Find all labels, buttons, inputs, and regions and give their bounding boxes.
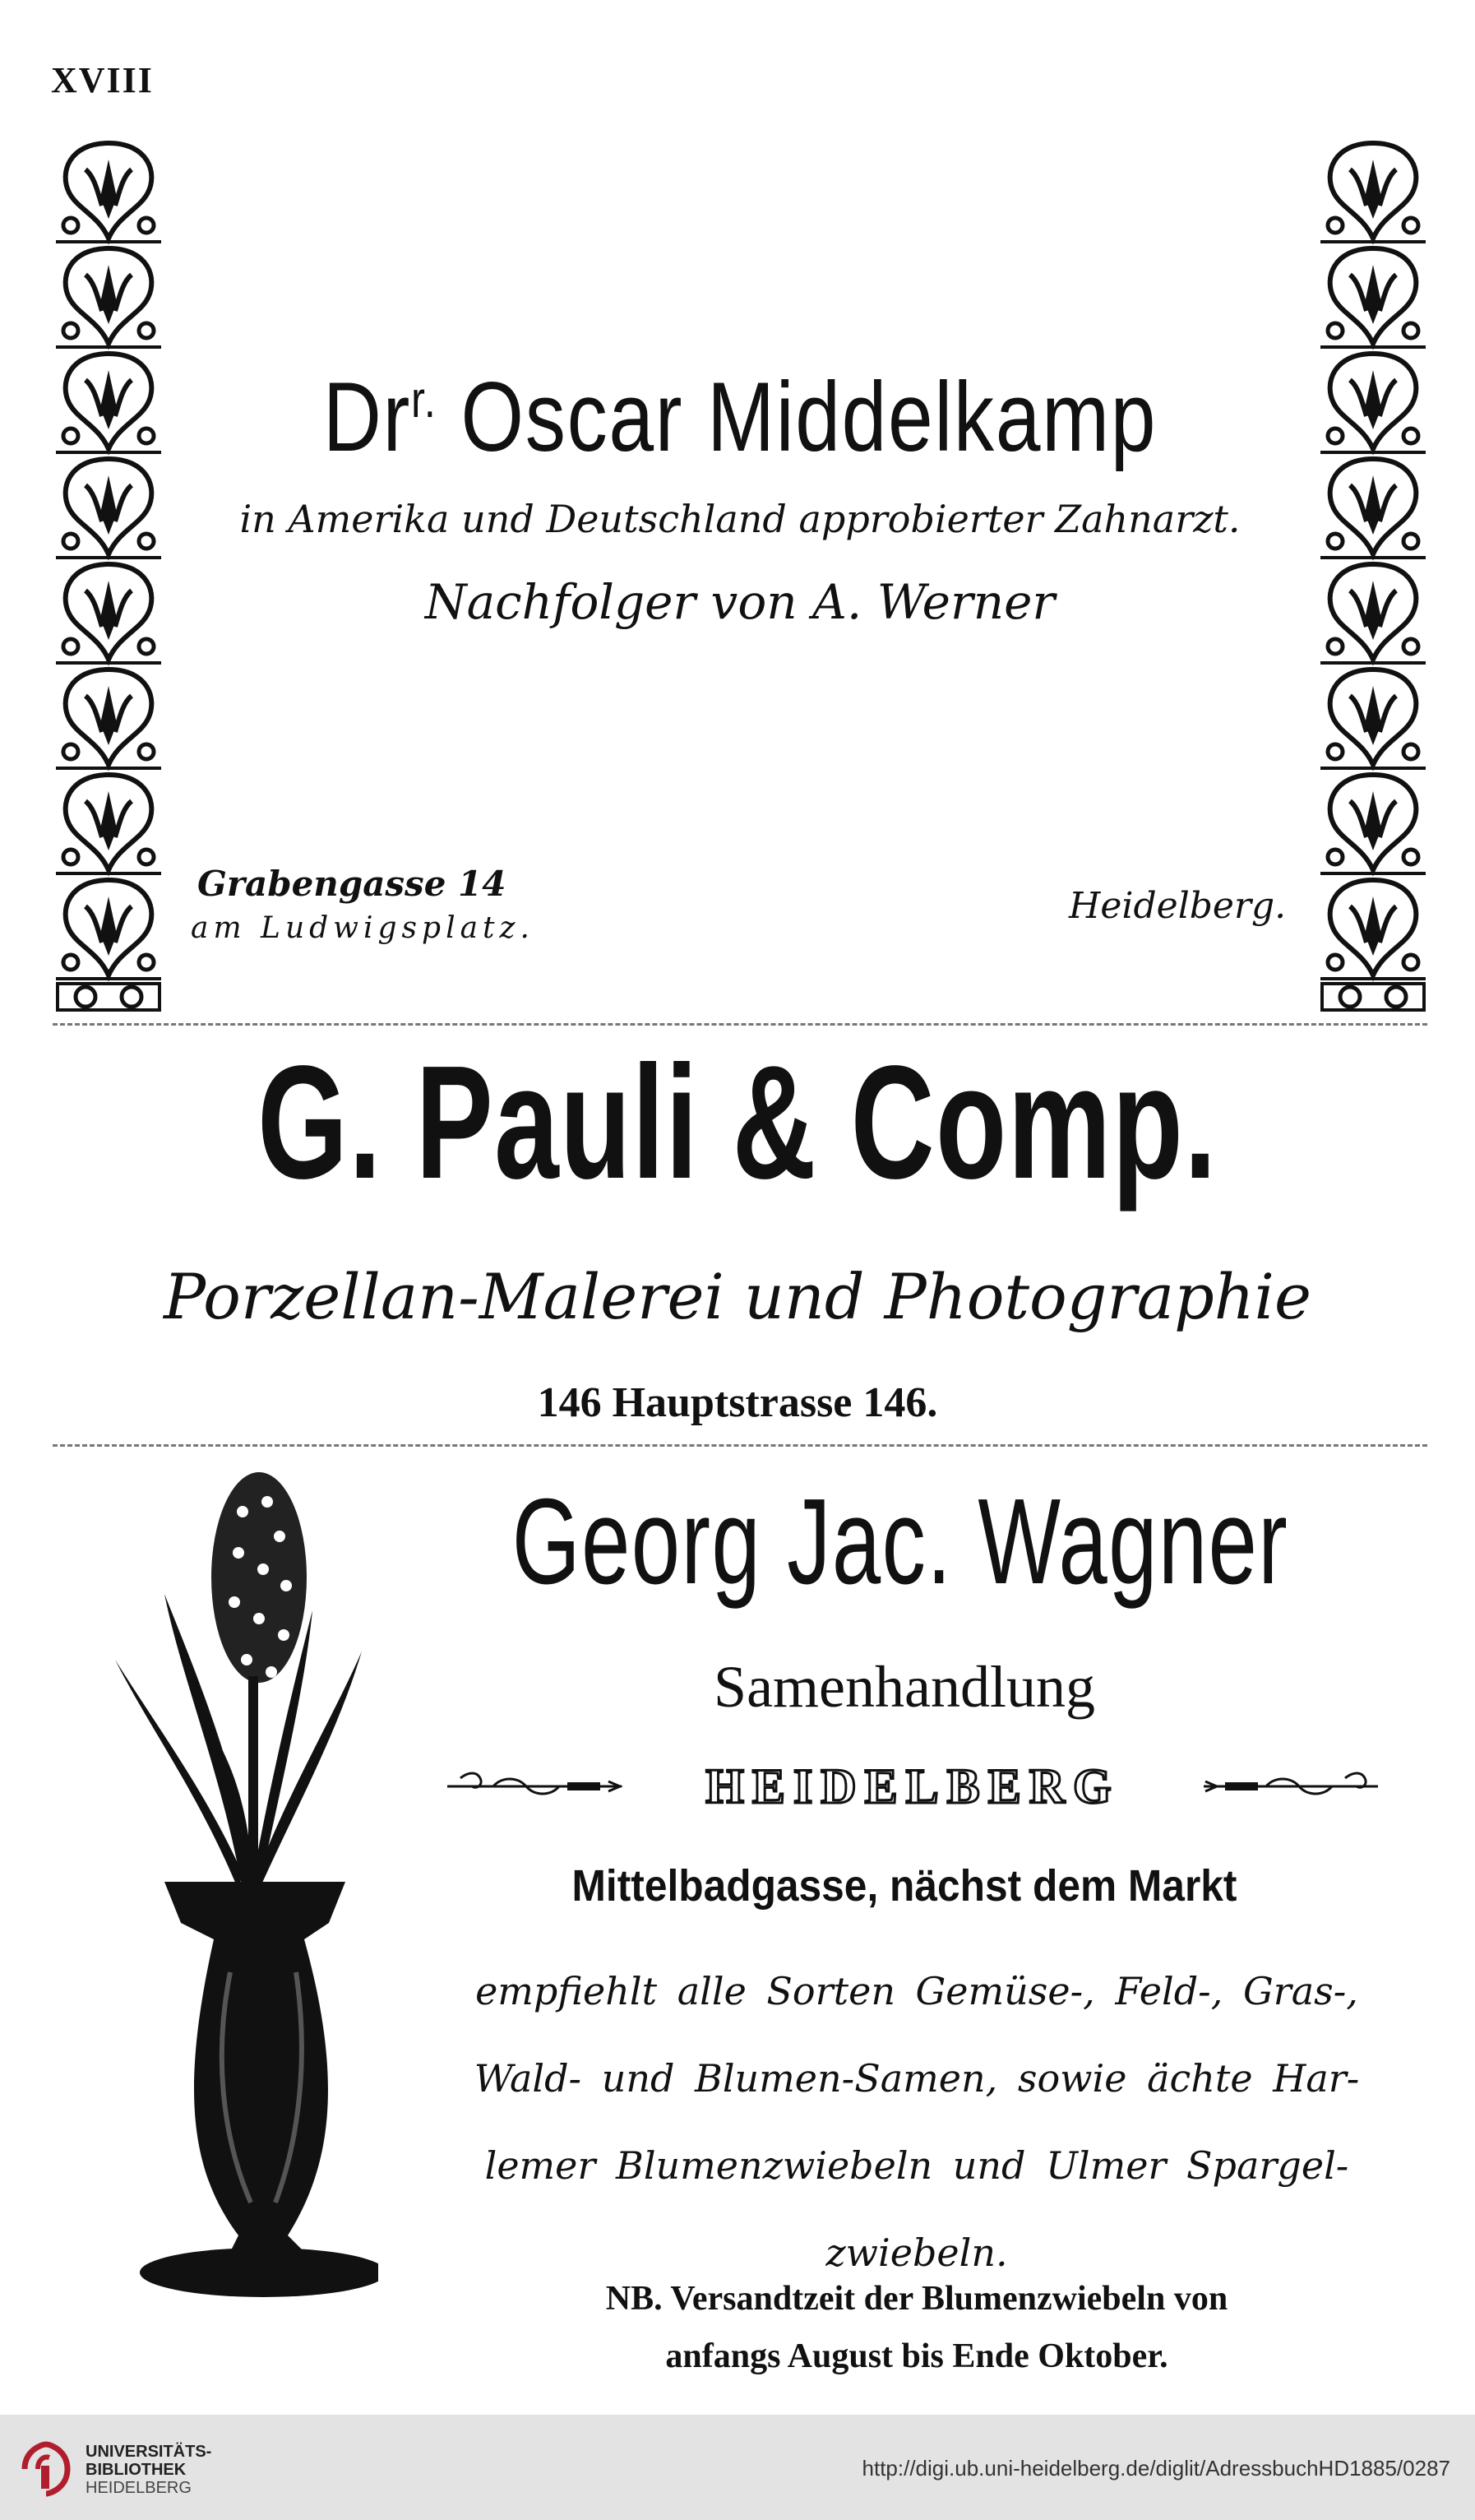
ad-middelkamp-square: am Ludwigsplatz. bbox=[191, 911, 534, 945]
ad-middelkamp-name bbox=[268, 360, 1212, 474]
ad-middelkamp-name-sup: r. bbox=[411, 372, 437, 428]
flourish-left-icon bbox=[444, 1770, 625, 1803]
ad-wagner-body-line: Wald- und Blumen-Samen, sowie ächte Har- bbox=[474, 2056, 1360, 2101]
flourish-right-icon bbox=[1200, 1770, 1381, 1803]
ad-wagner-location: Mittelbadgasse, nächst dem Markt bbox=[571, 1861, 1237, 1911]
permalink-url[interactable]: http://digi.ub.uni-heidelberg.de/diglit/AdressbuchHD1885/0287 bbox=[862, 2456, 1450, 2481]
ad-pauli-subtitle: Porzellan-Malerei und Photographie bbox=[164, 1260, 1311, 1333]
library-logo-text[interactable] bbox=[86, 2443, 211, 2497]
page-number: XVIII bbox=[51, 60, 154, 100]
ad-middelkamp-successor: Nachfolger von A. Werner bbox=[424, 574, 1056, 630]
logo-line: HEIDELBERG bbox=[86, 2479, 192, 2497]
ad-middelkamp-name-prefix: Dr bbox=[322, 362, 412, 472]
footer-bar bbox=[0, 2415, 1475, 2520]
ad-wagner-body bbox=[386, 1948, 1447, 2296]
ad-wagner-note-line: NB. Versandtzeit der Blumenzwiebeln von bbox=[605, 2280, 1228, 2318]
hyacinth-vase-illustration bbox=[99, 1462, 378, 2318]
ad-middelkamp-subtitle: in Amerika und Deutschland approbierter Zahnarzt. bbox=[239, 497, 1241, 541]
ornamental-border-right bbox=[1317, 140, 1429, 1015]
ad-wagner-city-row bbox=[444, 1755, 1381, 1821]
ad-pauli-address: 146 Hauptstrasse 146. bbox=[537, 1379, 938, 1426]
ad-wagner-body-line: empfiehlt alle Sorten Gemüse-, Feld-, Gras-, bbox=[475, 1969, 1358, 2013]
divider bbox=[53, 1023, 1427, 1026]
ad-wagner-city: HEIDELBERG bbox=[705, 1759, 1120, 1814]
divider bbox=[53, 1444, 1427, 1447]
ad-wagner-body-line: zwiebeln. bbox=[825, 2230, 1008, 2275]
ad-wagner-body-line: lemer Blumenzwiebeln und Ulmer Spargel- bbox=[484, 2143, 1349, 2188]
logo-line: UNIVERSITÄTS- bbox=[86, 2443, 212, 2461]
ad-middelkamp-city: Heidelberg. bbox=[1069, 885, 1287, 927]
ad-wagner-name: Georg Jac. Wagner bbox=[511, 1474, 1289, 1610]
ad-middelkamp-name-text: Oscar Middelkamp bbox=[460, 362, 1158, 472]
ad-wagner-subtitle: Samenhandlung bbox=[714, 1654, 1095, 1720]
library-logo-icon[interactable] bbox=[16, 2439, 76, 2499]
ornamental-border-left bbox=[53, 140, 164, 1015]
logo-line: BIBLIOTHEK bbox=[86, 2461, 187, 2479]
ad-wagner-note-line: anfangs August bis Ende Oktober. bbox=[665, 2337, 1168, 2375]
ad-middelkamp-street: Grabengasse 14 bbox=[197, 864, 506, 904]
ad-wagner-note bbox=[386, 2270, 1447, 2385]
ad-pauli-name: G. Pauli & Comp. bbox=[257, 1032, 1218, 1212]
